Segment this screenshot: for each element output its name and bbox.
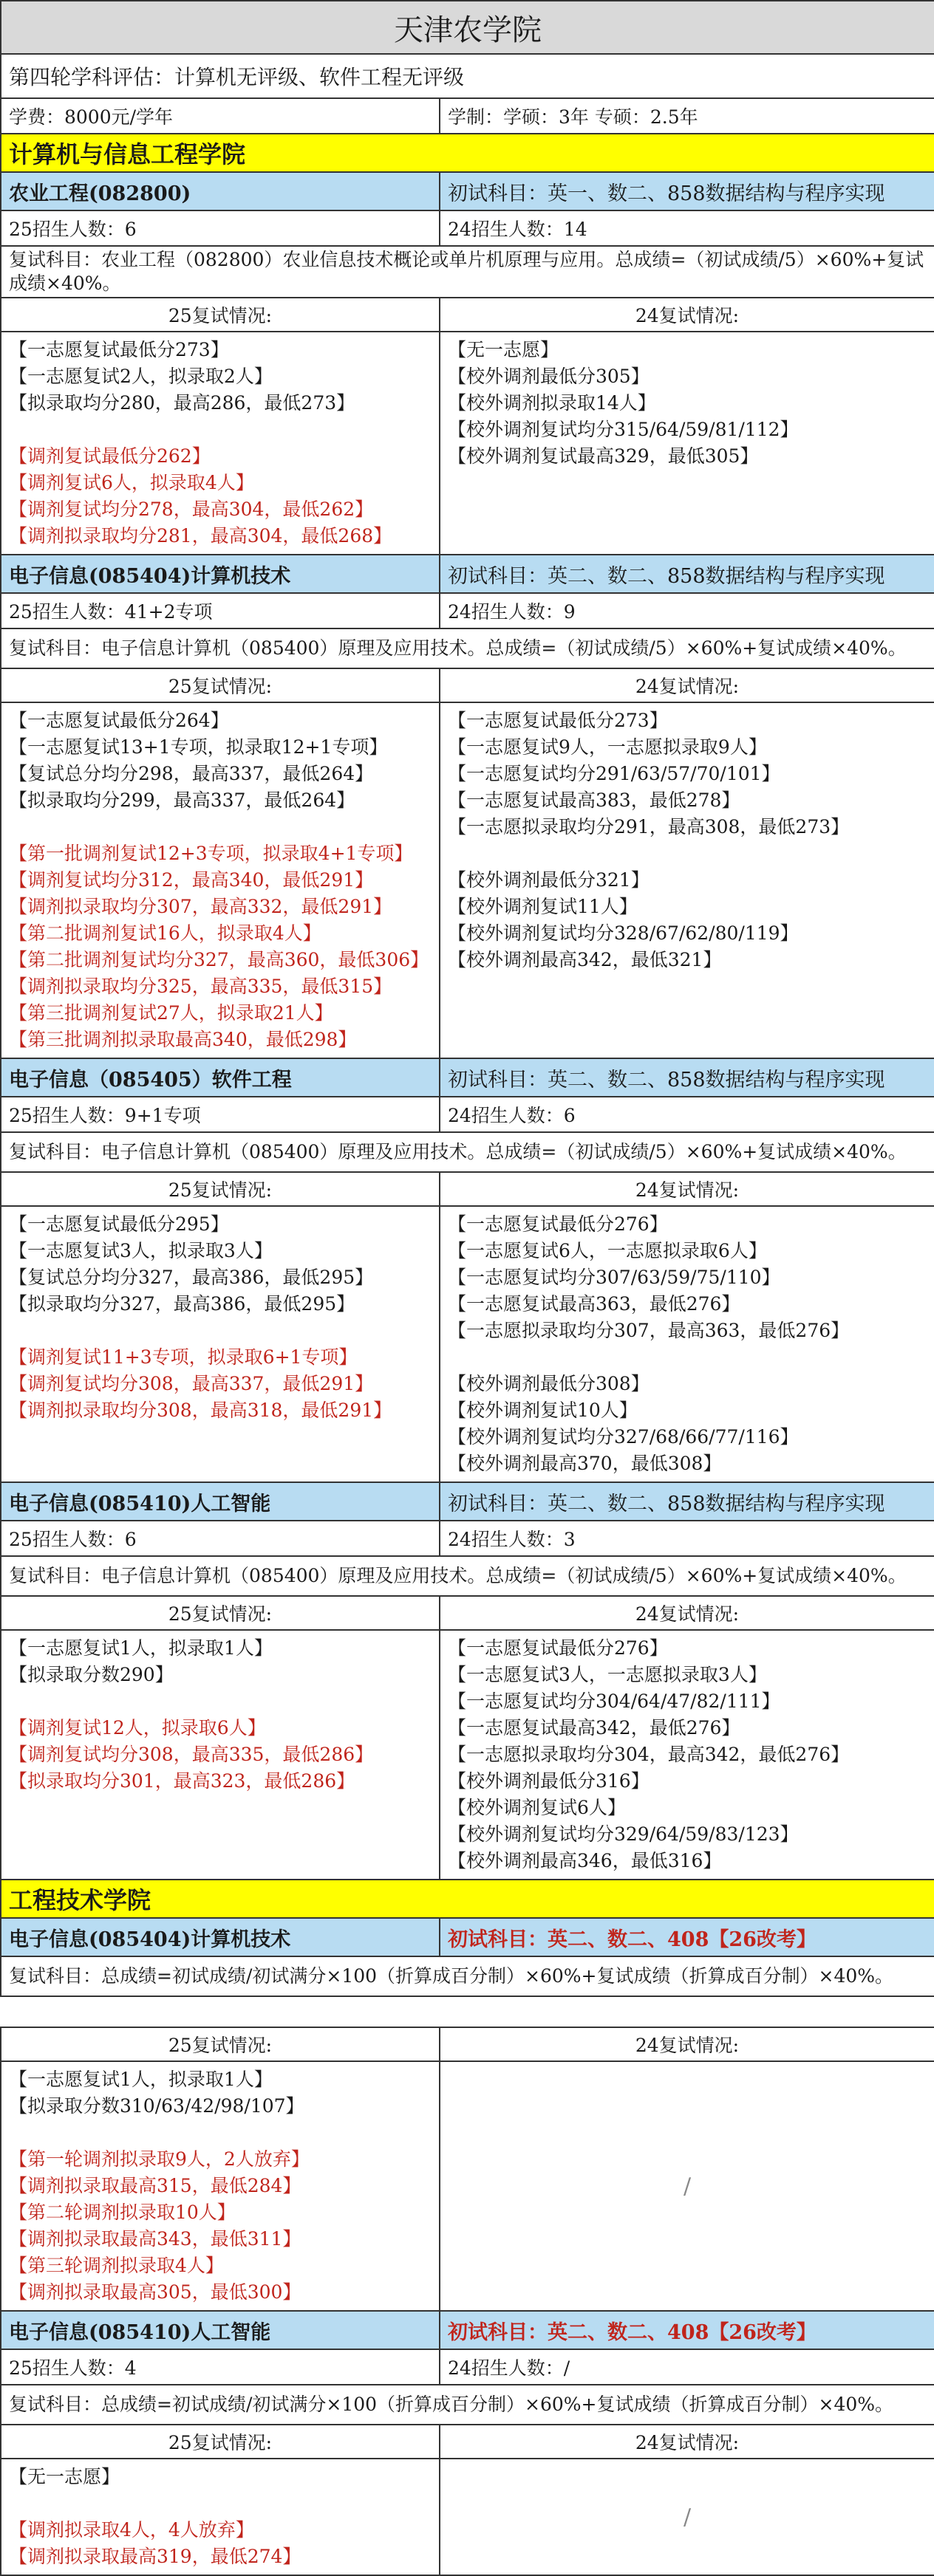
quota-24: 24招生人数：6 [440, 1097, 934, 1132]
spacer [9, 417, 432, 443]
result-line: 【第二批调剂复试均分327，最高360，最低306】 [9, 949, 429, 970]
list-24 [440, 1630, 934, 1880]
result-line: 【第二批调剂复试16人，拟录取4人】 [9, 922, 321, 944]
result-line: 【调剂复试6人，拟录取4人】 [9, 472, 254, 493]
list-25 [1, 1206, 440, 1482]
result-line: 【拟录取分数310/63/42/98/107】 [9, 2095, 304, 2117]
major-name: 电子信息（085405）软件工程 [1, 1058, 440, 1097]
result-line: 【调剂拟录取均分325，最高335，最低315】 [9, 976, 392, 997]
exam-subjects: 初试科目：英二、数二、858数据结构与程序实现 [440, 1482, 934, 1521]
sub-header-25: 25复试情况: [1, 2027, 440, 2061]
result-line: 【一志愿拟录取均分304，最高342，最低276】 [448, 1744, 850, 1765]
result-line: 【一志愿复试2人，拟录取2人】 [9, 366, 273, 387]
result-line: 【无一志愿】 [448, 339, 559, 360]
major-name: 电子信息(085410)人工智能 [1, 2311, 440, 2349]
duration-cell: 学制：学硕：3年 专硕：2.5年 [440, 98, 934, 134]
result-line: 【第二轮调剂拟录取10人】 [9, 2202, 236, 2223]
result-line: 【一志愿复试最低分276】 [448, 1637, 668, 1659]
result-line: 【一志愿复试最低分295】 [9, 1213, 229, 1235]
result-line: 【拟录取均分280，最高286，最低273】 [9, 392, 355, 414]
result-line: 【一志愿复试最高342，最低276】 [448, 1717, 740, 1739]
major-name: 农业工程(082800) [1, 172, 440, 210]
result-line: 【校外调剂最高346，最低316】 [448, 1850, 722, 1871]
evaluation-row: 第四轮学科评估：计算机无评级、软件工程无评级 [1, 54, 934, 98]
result-line: 【校外调剂复试均分329/64/59/83/123】 [448, 1823, 799, 1845]
exam-prefix: 初试科目：英二、数二、408 [448, 1928, 709, 1951]
result-line: 【一志愿复试最低分273】 [448, 710, 668, 731]
spacer [448, 1344, 927, 1371]
exam-subjects [440, 1918, 934, 1956]
sub-header-25: 25复试情况: [1, 668, 440, 702]
result-line: 【调剂拟录取最高315，最低284】 [9, 2175, 301, 2196]
result-line: 【调剂复试均分278，最高304，最低262】 [9, 499, 374, 520]
exam-prefix: 初试科目：英二、数二、408 [448, 2320, 709, 2344]
retest-note: 复试科目：电子信息计算机（085400）原理及应用技术。总成绩=（初试成绩/5）×60%+复试成绩×40%。 [1, 1556, 934, 1596]
result-line: 【一志愿复试均分307/63/59/75/110】 [448, 1267, 780, 1288]
exam-subjects: 初试科目：英二、数二、858数据结构与程序实现 [440, 1058, 934, 1097]
quota-24: 24招生人数：14 [440, 210, 934, 246]
result-line: 【调剂拟录取均分281，最高304，最低268】 [9, 525, 392, 547]
sub-header-24: 24复试情况: [440, 668, 934, 702]
result-line: 【一志愿复试均分304/64/47/82/111】 [448, 1690, 780, 1712]
list-25 [1, 1630, 440, 1880]
result-line: 【拟录取均分301，最高323，最低286】 [9, 1770, 355, 1792]
result-line: 【一志愿复试最高363，最低276】 [448, 1293, 740, 1315]
result-line: 【调剂拟录取4人，4人放弃】 [9, 2519, 254, 2541]
major-header [1, 2311, 934, 2349]
result-line: 【调剂拟录取最高343，最低311】 [9, 2228, 301, 2250]
college-header-engineering: 工程技术学院 [1, 1880, 934, 1918]
result-line: 【一志愿复试最低分273】 [9, 339, 229, 360]
spacer [9, 2120, 432, 2146]
result-line: 【复试总分均分327，最高386，最低295】 [9, 1267, 374, 1288]
retest-note: 复试科目：总成绩=初试成绩/初试满分×100（折算成百分制）×60%+复试成绩（折算成百分制）×40%。 [1, 2385, 934, 2425]
exam-change-tag: 【26改考】 [709, 2320, 817, 2344]
result-line: 【校外调剂最低分321】 [448, 869, 650, 891]
retest-note: 复试科目：电子信息计算机（085400）原理及应用技术。总成绩=（初试成绩/5）×60%+复试成绩×40%。 [1, 1132, 934, 1172]
result-line: 【无一志愿】 [9, 2466, 120, 2487]
result-line: 【调剂复试最低分262】 [9, 445, 211, 467]
sub-header-24: 24复试情况: [440, 2027, 934, 2061]
list-25 [1, 2459, 440, 2575]
blank-row [1, 1996, 934, 2027]
result-line: 【一志愿复试13+1专项，拟录取12+1专项】 [9, 736, 388, 758]
sub-header-24: 24复试情况: [440, 1172, 934, 1206]
quota-25: 25招生人数：41+2专项 [1, 593, 440, 628]
result-line: 【校外调剂复试11人】 [448, 896, 638, 917]
result-line: 【一志愿复试1人，拟录取1人】 [9, 1637, 273, 1659]
sub-header-25: 25复试情况: [1, 2425, 440, 2459]
result-line: 【一志愿拟录取均分307，最高363，最低276】 [448, 1320, 850, 1341]
result-line: 【一志愿复试均分291/63/57/70/101】 [448, 763, 780, 784]
major-header [1, 555, 934, 593]
result-line: 【校外调剂复试均分328/67/62/80/119】 [448, 922, 799, 944]
result-line: 【第三轮调剂拟录取4人】 [9, 2255, 224, 2276]
result-line: 【一志愿复试3人，一志愿拟录取3人】 [448, 1664, 767, 1685]
result-line: 【校外调剂复试均分315/64/59/81/112】 [448, 419, 799, 440]
quota-24: 24招生人数：9 [440, 593, 934, 628]
quota-25: 25招生人数：6 [1, 210, 440, 246]
list-24-empty: / [440, 2459, 934, 2575]
retest-note: 复试科目：电子信息计算机（085400）原理及应用技术。总成绩=（初试成绩/5）×60%+复试成绩×40%。 [1, 628, 934, 668]
sub-header-25: 25复试情况: [1, 1172, 440, 1206]
exam-change-tag: 【26改考】 [709, 1928, 817, 1951]
major-header [1, 1918, 934, 1956]
result-line: 【调剂复试均分308，最高337，最低291】 [9, 1373, 374, 1394]
spacer [9, 1688, 432, 1715]
result-line: 【校外调剂复试6人】 [448, 1797, 626, 1818]
result-line: 【校外调剂最高342，最低321】 [448, 949, 722, 970]
result-line: 【拟录取均分327，最高386，最低295】 [9, 1293, 355, 1315]
list-25 [1, 332, 440, 555]
result-line: 【校外调剂复试均分327/68/66/77/116】 [448, 1426, 799, 1448]
major-name: 电子信息(085404)计算机技术 [1, 555, 440, 593]
list-24 [440, 1206, 934, 1482]
result-line: 【校外调剂最低分308】 [448, 1373, 650, 1394]
spacer [9, 2490, 432, 2517]
sub-header-24: 24复试情况: [440, 1596, 934, 1630]
result-line: 【拟录取分数290】 [9, 1664, 174, 1685]
result-line: 【一志愿复试3人，拟录取3人】 [9, 1240, 273, 1261]
result-line: 【一志愿复试9人，一志愿拟录取9人】 [448, 736, 767, 758]
result-line: 【校外调剂拟录取14人】 [448, 392, 656, 414]
result-line: 【一志愿复试1人，拟录取1人】 [9, 2069, 273, 2090]
retest-note: 复试科目：农业工程（082800）农业信息技术概论或单片机原理与应用。总成绩=（初试成绩/5）×60%+复试成绩×40%。 [1, 246, 934, 298]
result-line: 【校外调剂最低分305】 [448, 366, 650, 387]
result-line: 【调剂复试均分308，最高335，最低286】 [9, 1744, 374, 1765]
result-line: 【一志愿复试最低分264】 [9, 710, 229, 731]
list-24 [440, 332, 934, 555]
list-24-empty: / [440, 2061, 934, 2311]
quota-24: 24招生人数：/ [440, 2349, 934, 2385]
major-header [1, 1482, 934, 1521]
result-line: 【校外调剂最高370，最低308】 [448, 1453, 722, 1474]
result-line: 【调剂拟录取最高305，最低300】 [9, 2281, 301, 2303]
result-line: 【第一批调剂复试12+3专项，拟录取4+1专项】 [9, 843, 413, 864]
exam-subjects [440, 2311, 934, 2349]
result-line: 【一志愿复试最高383，最低278】 [448, 789, 740, 811]
result-line: 【拟录取均分299，最高337，最低264】 [9, 789, 355, 811]
major-header [1, 1058, 934, 1097]
result-line: 【第一轮调剂拟录取9人，2人放弃】 [9, 2148, 310, 2170]
result-line: 【第三批调剂拟录取最高340，最低298】 [9, 1029, 357, 1050]
result-line: 【第三批调剂复试27人，拟录取21人】 [9, 1002, 333, 1024]
quota-25: 25招生人数：6 [1, 1521, 440, 1556]
spacer [448, 840, 927, 867]
sub-header-24: 24复试情况: [440, 2425, 934, 2459]
retest-note: 复试科目：总成绩=初试成绩/初试满分×100（折算成百分制）×60%+复试成绩（折算成百分制）×40%。 [1, 1956, 934, 1996]
major-header [1, 172, 934, 210]
tuition-cell: 学费：8000元/学年 [1, 98, 440, 134]
result-line: 【调剂复试12人，拟录取6人】 [9, 1717, 266, 1739]
school-title: 天津农学院 [1, 1, 934, 54]
sub-header-25: 25复试情况: [1, 1596, 440, 1630]
result-line: 【调剂拟录取最高319，最低274】 [9, 2546, 301, 2567]
result-line: 【一志愿复试6人，一志愿拟录取6人】 [448, 1240, 767, 1261]
spacer [9, 814, 432, 840]
result-line: 【一志愿拟录取均分291，最高308，最低273】 [448, 816, 850, 837]
result-line: 【校外调剂最低分316】 [448, 1770, 650, 1792]
result-line: 【调剂拟录取均分308，最高318，最低291】 [9, 1400, 392, 1421]
sub-header-25: 25复试情况: [1, 298, 440, 332]
quota-25: 25招生人数：9+1专项 [1, 1097, 440, 1132]
spacer [9, 1318, 432, 1344]
college-header-computer: 计算机与信息工程学院 [1, 134, 934, 172]
exam-subjects: 初试科目：英二、数二、858数据结构与程序实现 [440, 555, 934, 593]
major-name: 电子信息(085404)计算机技术 [1, 1918, 440, 1956]
result-line: 【调剂拟录取均分307，最高332，最低291】 [9, 896, 392, 917]
exam-subjects: 初试科目：英一、数二、858数据结构与程序实现 [440, 172, 934, 210]
result-line: 【调剂复试11+3专项，拟录取6+1专项】 [9, 1346, 358, 1368]
result-line: 【校外调剂复试最高329，最低305】 [448, 445, 759, 467]
sub-header-24: 24复试情况: [440, 298, 934, 332]
list-25 [1, 2061, 440, 2311]
result-line: 【调剂复试均分312，最高340，最低291】 [9, 869, 374, 891]
result-line: 【校外调剂复试10人】 [448, 1400, 638, 1421]
list-24 [440, 702, 934, 1058]
list-25 [1, 702, 440, 1058]
quota-25: 25招生人数：4 [1, 2349, 440, 2385]
quota-24: 24招生人数：3 [440, 1521, 934, 1556]
result-line: 【复试总分均分298，最高337，最低264】 [9, 763, 374, 784]
major-name: 电子信息(085410)人工智能 [1, 1482, 440, 1521]
result-line: 【一志愿复试最低分276】 [448, 1213, 668, 1235]
